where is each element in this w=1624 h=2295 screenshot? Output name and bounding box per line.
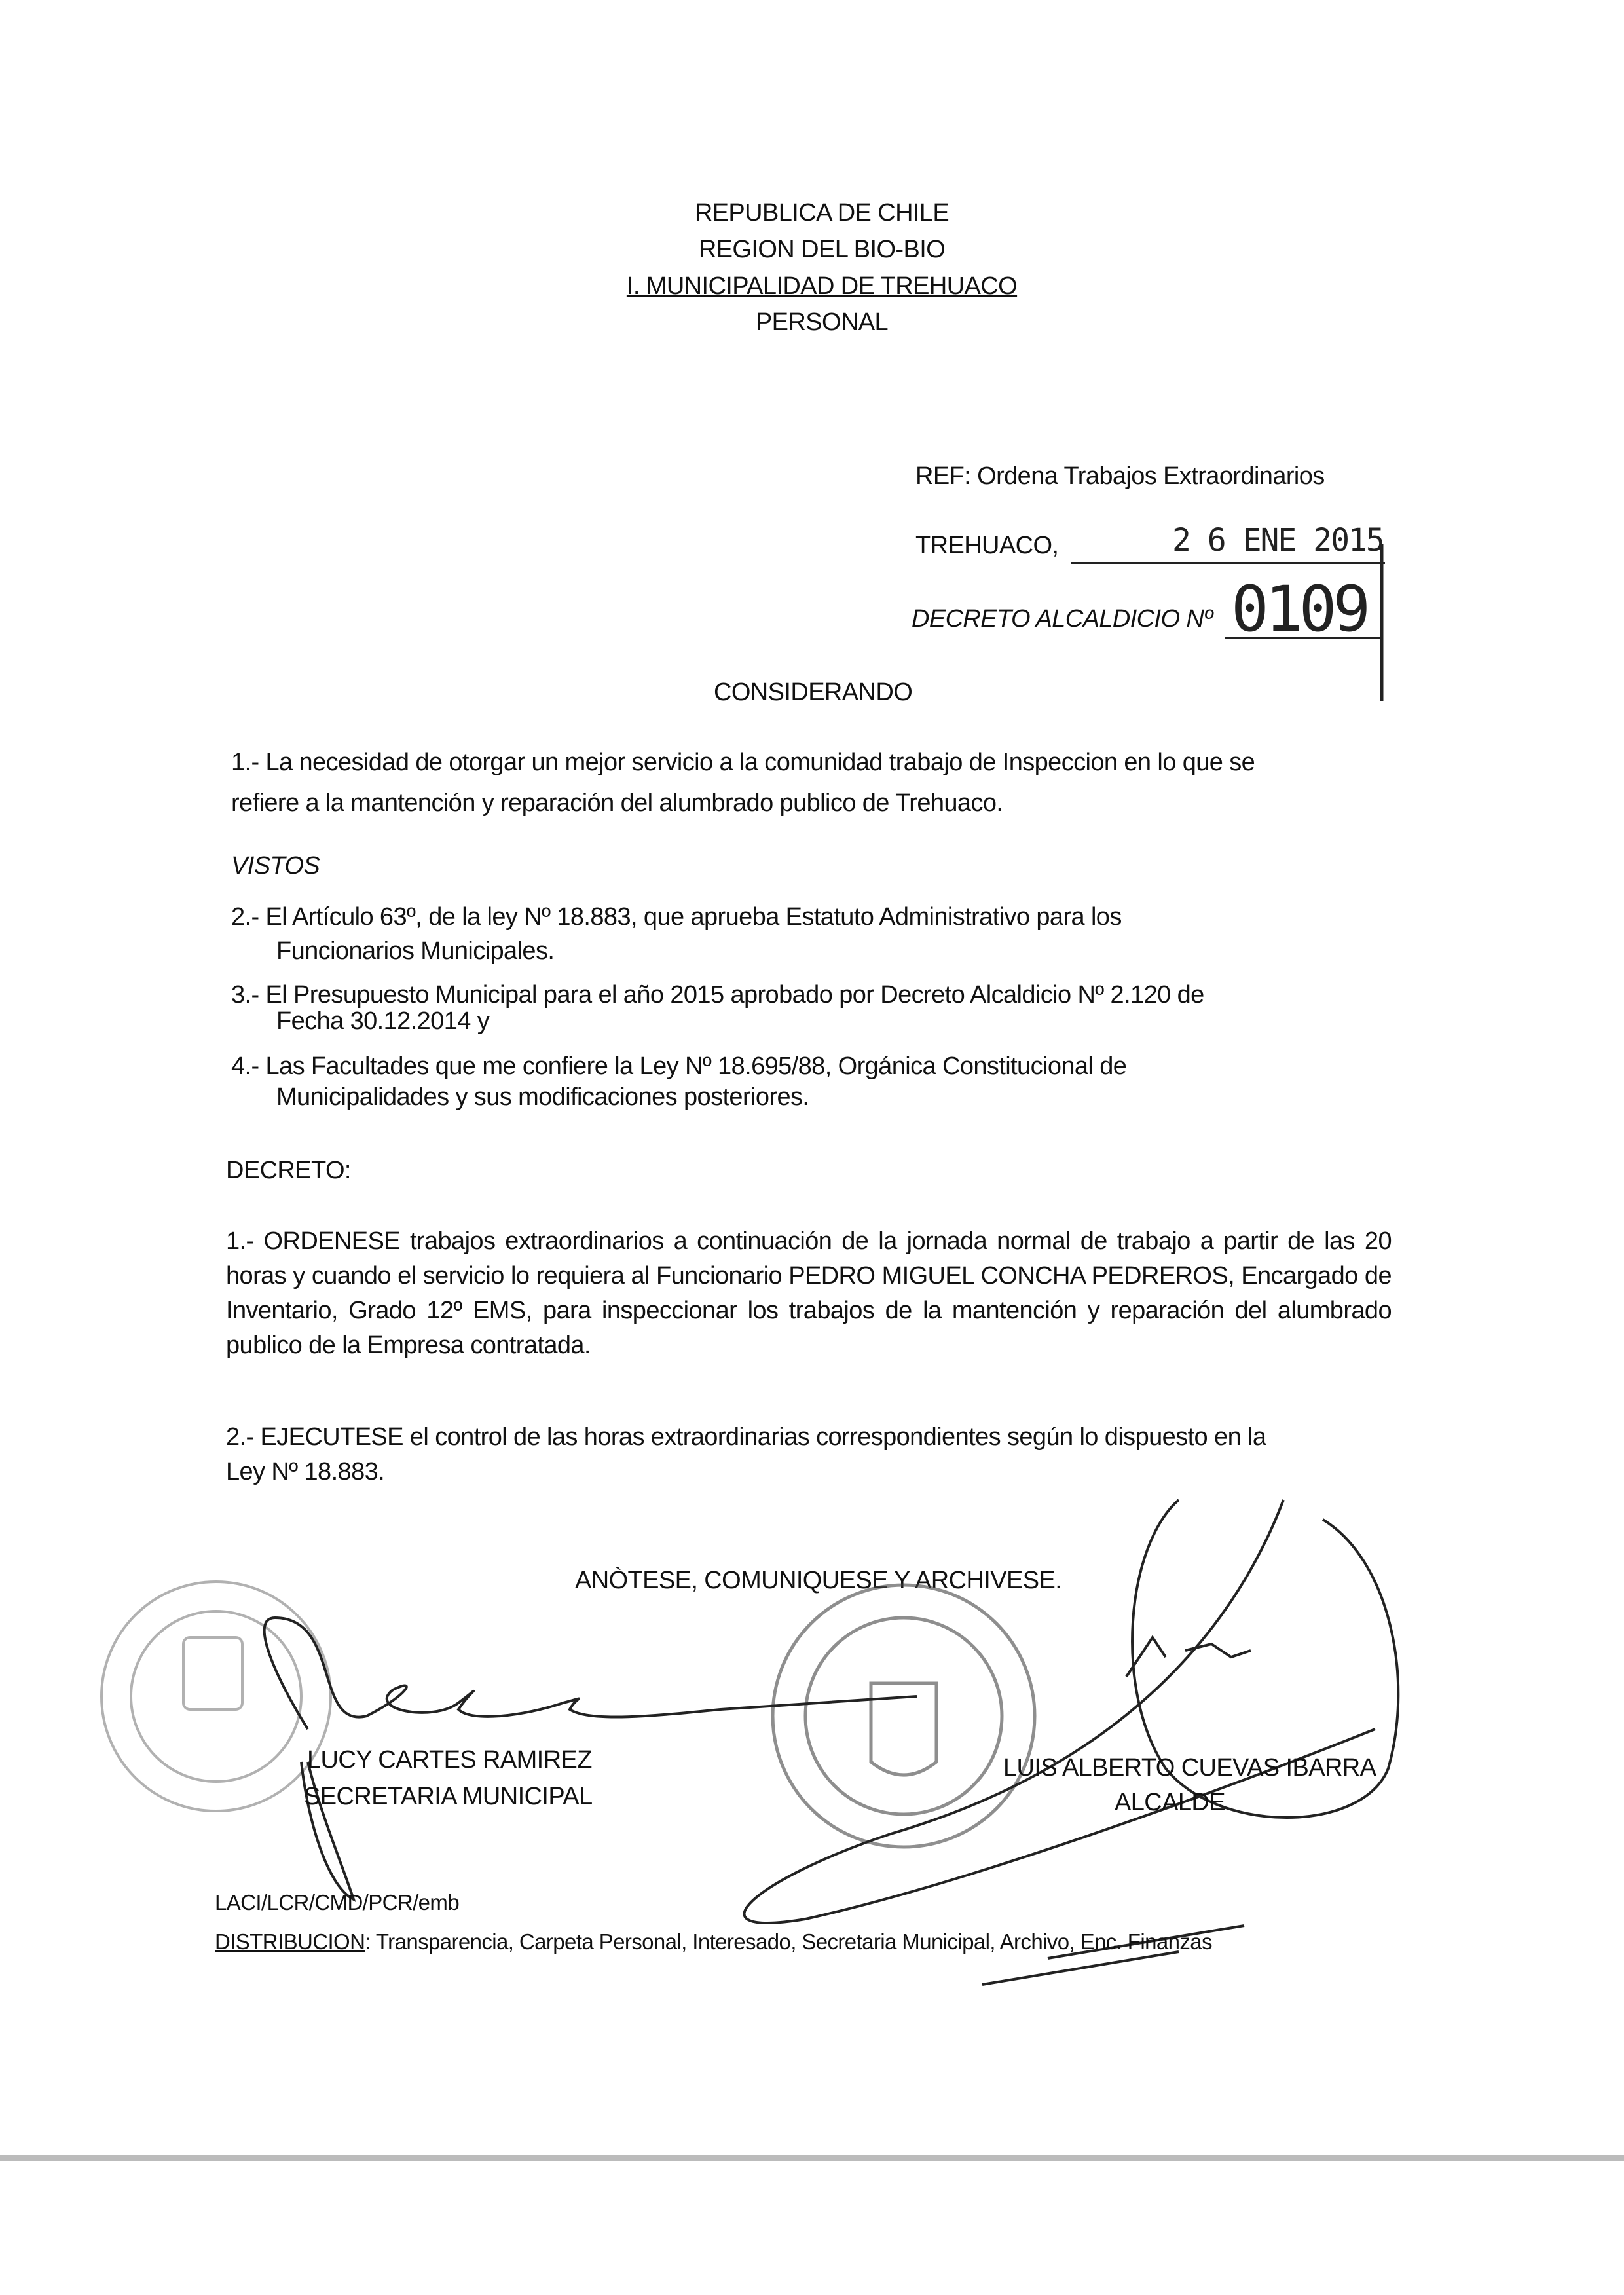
header-region: REGION DEL BIO-BIO xyxy=(698,236,946,263)
decreto-item2-line2: Ley Nº 18.883. xyxy=(226,1458,385,1485)
left-stamp xyxy=(101,1582,331,1811)
vistos-item4-line2: Municipalidades y sus modificaciones posteriores. xyxy=(276,1083,809,1111)
left-signatory-name: LUCY CARTES RAMIREZ xyxy=(307,1746,592,1774)
decreto-item2-line1: 2.- EJECUTESE el control de las horas extraordinarias correspondientes según lo dispuesto en la xyxy=(226,1423,1266,1451)
right-signatory-title: ALCALDE xyxy=(1115,1789,1225,1816)
vistos-item2-line2: Funcionarios Municipales. xyxy=(276,937,555,965)
decreto-item1: 1.- ORDENESE trabajos extraordinarios a continuación de la jornada normal de trabajo a partir de las 20 horas y cuando el servicio lo requiera al Funcionario PEDRO MIGUEL CONCHA PEDREROS, Encargado de Inventario, Grado 12º EMS, para inspeccionar los trabajos de la mantención y reparación del alumbrado publico de la Empresa contratada. xyxy=(226,1227,1392,1359)
footer-initials: LACI/LCR/CMD/PCR/emb xyxy=(215,1890,460,1914)
decree-number-label: DECRETO ALCALDICIO Nº xyxy=(912,605,1213,633)
date-stamp: 2 6 ENE 2015 xyxy=(1172,522,1384,559)
footer-distribution xyxy=(215,1926,1212,1958)
closing-formula: ANÒTESE, COMUNIQUESE Y ARCHIVESE. xyxy=(575,1567,1062,1594)
considerando-item1-line1: 1.- La necesidad de otorgar un mejor servicio a la comunidad trabajo de Inspeccion en lo que se xyxy=(231,749,1255,776)
right-stamp xyxy=(773,1585,1035,1847)
place-label: TREHUACO, xyxy=(915,532,1059,559)
header-municipality: I. MUNICIPALIDAD DE TREHUACO xyxy=(626,272,1018,300)
vistos-item4-line1: 4.- Las Facultades que me confiere la Ley Nº 18.695/88, Orgánica Constitucional de xyxy=(231,1053,1127,1080)
vistos-item3-line1: 3.- El Presupuesto Municipal para el año 2015 aprobado por Decreto Alcaldicio Nº 2.120 de xyxy=(231,981,1204,1009)
considerando-heading: CONSIDERANDO xyxy=(714,679,913,706)
vistos-item2-line1: 2.- El Artículo 63º, de la ley Nº 18.883, que aprueba Estatuto Administrativo para los xyxy=(231,903,1122,931)
header-country: REPUBLICA DE CHILE xyxy=(694,199,950,227)
vistos-item3-line2: Fecha 30.12.2014 y xyxy=(276,1007,490,1035)
distribution-label: DISTRIBUCION xyxy=(215,1930,365,1954)
ref-label: REF: xyxy=(915,462,971,490)
decreto-heading: DECRETO: xyxy=(226,1157,351,1184)
left-signatory-title: SECRETARIA MUNICIPAL xyxy=(304,1783,593,1810)
scan-edge xyxy=(0,2155,1624,2161)
ref-text: Ordena Trabajos Extraordinarios xyxy=(977,462,1325,490)
distribution-text: : Transparencia, Carpeta Personal, Interesado, Secretaria Municipal, Archivo, Enc. Finanzas xyxy=(365,1930,1212,1954)
vistos-heading: VISTOS xyxy=(231,852,320,880)
decree-number-handwritten: 0109 xyxy=(1231,572,1367,646)
right-signatory-name: LUIS ALBERTO CUEVAS IBARRA xyxy=(1003,1754,1376,1782)
header-department: PERSONAL xyxy=(755,308,889,336)
considerando-item1-line2: refiere a la mantención y reparación del alumbrado publico de Trehuaco. xyxy=(231,789,1003,817)
